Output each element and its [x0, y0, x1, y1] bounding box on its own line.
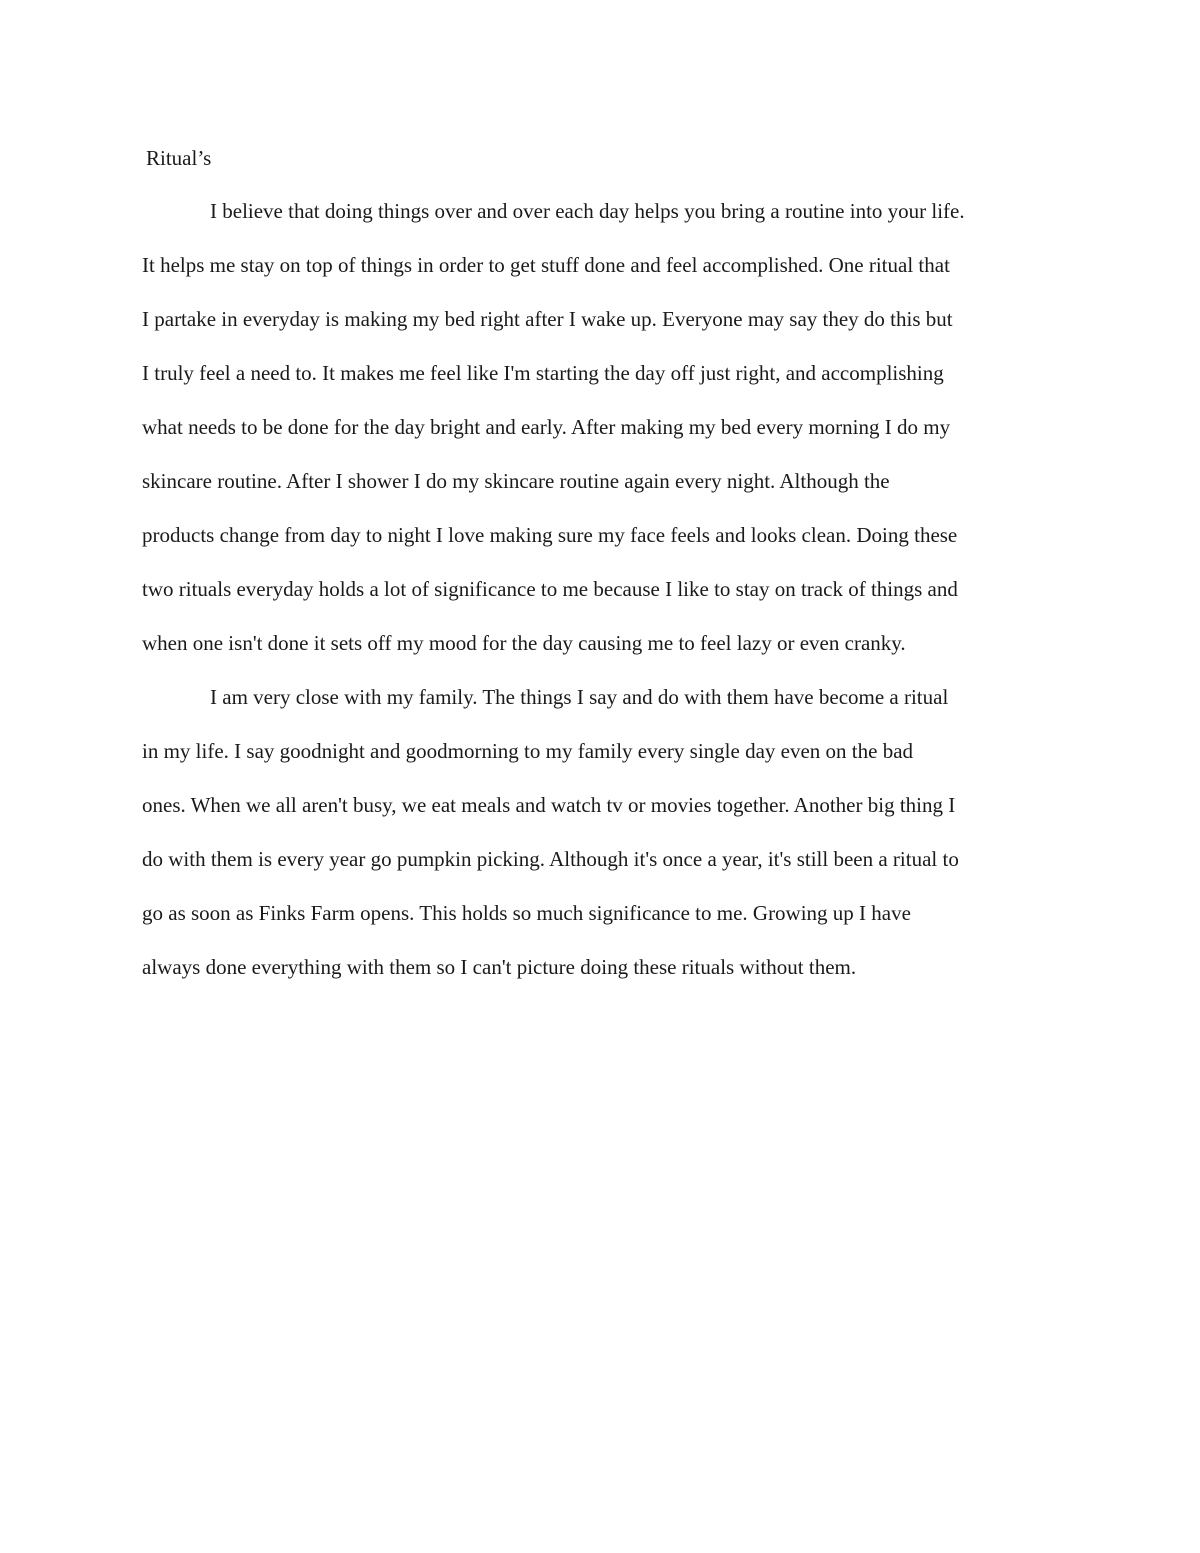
- text-line: I am very close with my family. The things I say and do with them have become a ritual: [210, 685, 949, 709]
- text-line: always done everything with them so I can't picture doing these rituals without them.: [142, 955, 857, 979]
- text-line: products change from day to night I love making sure my face feels and looks clean. Doing these: [142, 523, 958, 547]
- text-line: skincare routine. After I shower I do my skincare routine again every night. Although the: [142, 469, 890, 493]
- text-line: go as soon as Finks Farm opens. This holds so much significance to me. Growing up I have: [142, 901, 911, 925]
- page-title: Ritual’s: [146, 146, 212, 170]
- text-line: It helps me stay on top of things in order to get stuff done and feel accomplished. One ritual that: [142, 253, 950, 277]
- text-line: in my life. I say goodnight and goodmorning to my family every single day even on the bad: [142, 739, 914, 763]
- document-body: [142, 195, 1072, 1005]
- text-line: do with them is every year go pumpkin picking. Although it's once a year, it's still been a ritual to: [142, 847, 959, 871]
- text-line: two rituals everyday holds a lot of significance to me because I like to stay on track of things and: [142, 577, 958, 601]
- text-line: I truly feel a need to. It makes me feel like I'm starting the day off just right, and accomplishing: [142, 361, 944, 385]
- text-line: what needs to be done for the day bright and early. After making my bed every morning I do my: [142, 415, 951, 439]
- text-line: I believe that doing things over and over each day helps you bring a routine into your life.: [210, 199, 965, 223]
- paragraph-1: [142, 195, 1072, 681]
- paragraph-2: [142, 681, 1072, 1005]
- text-line: when one isn't done it sets off my mood for the day causing me to feel lazy or even cranky.: [142, 631, 906, 655]
- text-line: ones. When we all aren't busy, we eat meals and watch tv or movies together. Another big thing I: [142, 793, 956, 817]
- text-line: I partake in everyday is making my bed right after I wake up. Everyone may say they do this but: [142, 307, 953, 331]
